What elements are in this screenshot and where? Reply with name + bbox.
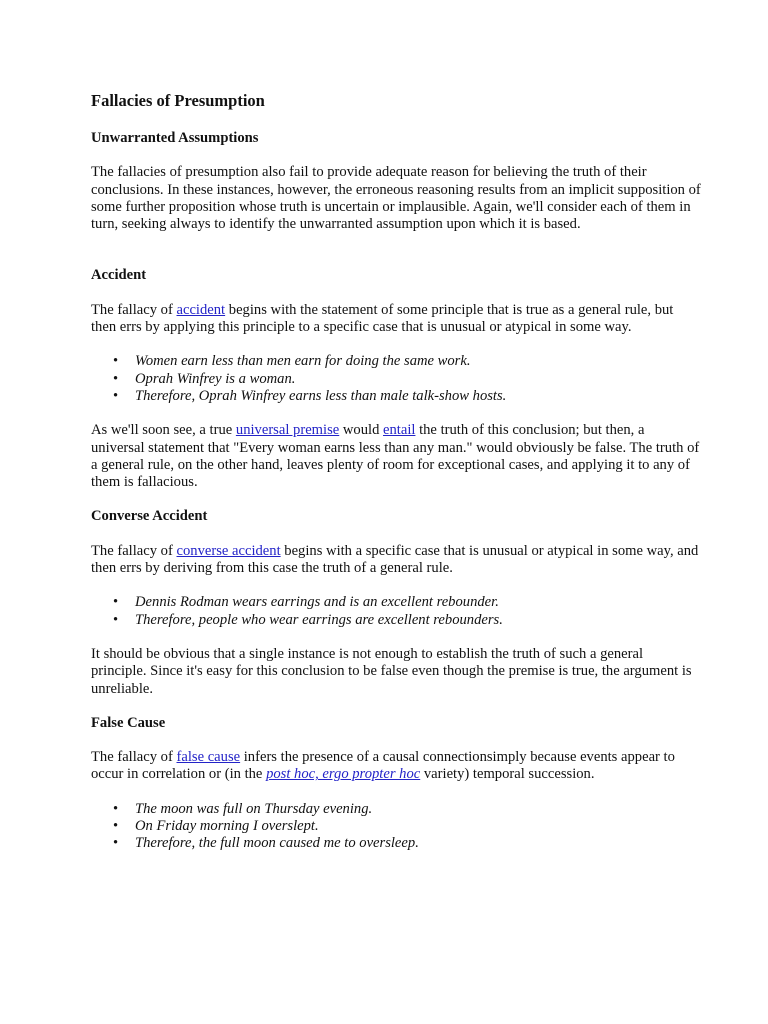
list-item: • Dennis Rodman wears earrings and is an excellent rebounder. [91, 594, 701, 611]
link-entail[interactable]: entail [383, 422, 416, 439]
text-span: infers the presence of a causal connectionsimply because events appear to occur in correlation or (in the [91, 749, 675, 783]
false-cause-paragraph-1 [91, 749, 701, 784]
text-span: The fallacy of [91, 301, 177, 318]
heading-accident: Accident [91, 267, 147, 284]
list-item: • Oprah Winfrey is a woman. [91, 371, 701, 388]
link-accident[interactable]: accident [176, 301, 226, 318]
text-span: the truth of this conclusion; but then, a universal statement that "Every woman earns less than any man." would obviously be false. The truth of a general rule, on the other hand, leaves plenty of room for exceptional cases, and applying it to any of them is fallacious. [91, 422, 700, 491]
accident-paragraph-1 [91, 302, 701, 337]
accident-example-list [91, 353, 701, 405]
list-item: • Therefore, the full moon caused me to oversleep. [91, 835, 701, 852]
text-span: The fallacy of [91, 749, 177, 766]
text-span: begins with a specific case that is unusual or atypical in some way, and then errs by deriving from this case the truth of a general rule. [91, 542, 699, 577]
text-span: would [339, 422, 384, 439]
text-span: variety) temporal succession. [420, 766, 595, 783]
heading-converse-accident: Converse Accident [91, 508, 208, 525]
link-universal-premise[interactable]: universal premise [235, 422, 340, 439]
list-item: • Therefore, people who wear earrings are excellent rebounders. [91, 612, 701, 629]
intro-paragraph: The fallacies of presumption also fail to provide adequate reason for believing the truth of their conclusions. In these instances, however, the erroneous reasoning results from an implicit supposition of some further proposition whose truth is uncertain or implausible. Again, we'll consider each of them in turn, seeking always to identify the unwarranted assumption upon which it is based. [91, 164, 701, 233]
list-item: • On Friday morning I overslept. [91, 818, 701, 835]
accident-paragraph-2 [91, 422, 701, 491]
text-span: begins with the statement of some principle that is true as a general rule, but then errs by applying this principle to a specific case that is unusual or atypical in some way. [91, 301, 674, 336]
document-content [91, 91, 701, 853]
page-title: Fallacies of Presumption [91, 91, 265, 110]
list-item: • Women earn less than men earn for doing the same work. [91, 353, 701, 370]
link-false-cause[interactable]: false cause [176, 749, 241, 766]
link-converse-accident[interactable]: converse accident [176, 542, 281, 559]
text-span: The fallacy of [91, 542, 177, 559]
link-post-hoc[interactable]: post hoc, ergo propter hoc [266, 766, 421, 783]
text-span: As we'll soon see, a true [91, 422, 236, 439]
list-item: • Therefore, Oprah Winfrey earns less than male talk-show hosts. [91, 388, 701, 405]
heading-unwarranted-assumptions: Unwarranted Assumptions [91, 130, 259, 146]
converse-accident-paragraph-1 [91, 543, 701, 578]
false-cause-example-list [91, 801, 701, 853]
heading-false-cause: False Cause [91, 714, 166, 731]
list-item: • The moon was full on Thursday evening. [91, 801, 701, 818]
converse-accident-paragraph-2: It should be obvious that a single instance is not enough to establish the truth of such a general principle. Since it's easy for this conclusion to be false even though the premise is true, the argument is unreliable. [91, 645, 692, 697]
converse-accident-example-list [91, 594, 701, 629]
